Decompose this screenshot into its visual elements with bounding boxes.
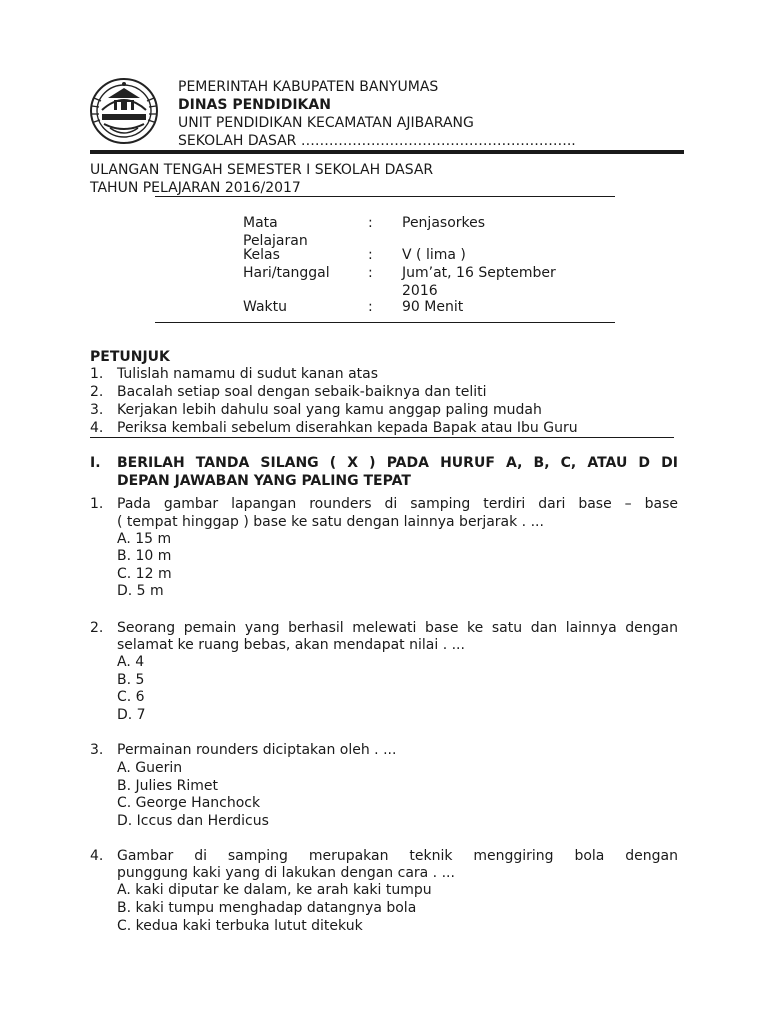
answer-option: B. 5 bbox=[117, 672, 145, 688]
answer-option: C. 6 bbox=[117, 689, 145, 705]
question-text-line1: Seorang pemain yang berhasil melewati base ke satu dan lainnya dengan bbox=[117, 620, 678, 636]
header-department: DINAS PENDIDIKAN bbox=[178, 97, 331, 113]
instructions-heading: PETUNJUK bbox=[90, 349, 170, 365]
info-class-label: Kelas bbox=[243, 247, 280, 263]
answer-option: B. Julies Rimet bbox=[117, 778, 219, 794]
info-time-label: Waktu bbox=[243, 299, 287, 315]
header-divider bbox=[90, 150, 684, 154]
answer-option: C. kedua kaki terbuka lutut ditekuk bbox=[117, 918, 363, 934]
question-number: 3. bbox=[90, 742, 104, 758]
answer-option: D. Iccus dan Herdicus bbox=[117, 813, 269, 829]
answer-option: A. 4 bbox=[117, 654, 145, 670]
section-heading-line2: DEPAN JAWABAN YANG PALING TEPAT bbox=[117, 473, 411, 489]
answer-option: A. kaki diputar ke dalam, ke arah kaki tumpu bbox=[117, 882, 432, 898]
answer-option: C. 12 m bbox=[117, 566, 172, 582]
section-number: I. bbox=[90, 455, 101, 471]
instruction-number: 3. bbox=[90, 402, 104, 418]
instruction-text: Bacalah setiap soal dengan sebaik-baiknya dan teliti bbox=[117, 384, 487, 400]
district-seal-logo bbox=[88, 76, 160, 146]
info-date-colon: : bbox=[368, 265, 373, 281]
question-text-line1: Pada gambar lapangan rounders di samping terdiri dari base – base bbox=[117, 496, 678, 512]
answer-option: A. Guerin bbox=[117, 760, 183, 776]
info-time-colon: : bbox=[368, 299, 373, 315]
info-subject-label-1: Mata bbox=[243, 215, 278, 231]
question-text-line1: Permainan rounders diciptakan oleh . ... bbox=[117, 742, 397, 758]
answer-option: D. 7 bbox=[117, 707, 146, 723]
instruction-number: 2. bbox=[90, 384, 104, 400]
info-class-value: V ( lima ) bbox=[402, 247, 466, 263]
instruction-text: Kerjakan lebih dahulu soal yang kamu anggap paling mudah bbox=[117, 402, 542, 418]
section-heading-line1: BERILAH TANDA SILANG ( X ) PADA HURUF A, B, C, ATAU D DI bbox=[117, 455, 678, 471]
answer-option: C. George Hanchock bbox=[117, 795, 261, 811]
info-subject-colon: : bbox=[368, 215, 373, 231]
info-subject-value: Penjasorkes bbox=[402, 215, 486, 231]
instruction-number: 1. bbox=[90, 366, 104, 382]
instruction-text: Periksa kembali sebelum diserahkan kepada Bapak atau Ibu Guru bbox=[117, 420, 578, 436]
info-date-value-2: 2016 bbox=[402, 283, 438, 299]
exam-year: TAHUN PELAJARAN 2016/2017 bbox=[90, 180, 301, 196]
question-text-line1: Gambar di samping merupakan teknik menggiring bola dengan bbox=[117, 848, 678, 864]
answer-option: D. 5 m bbox=[117, 583, 164, 599]
info-class-colon: : bbox=[368, 247, 373, 263]
instruction-text: Tulislah namamu di sudut kanan atas bbox=[117, 366, 379, 382]
info-date-value-1: Jum’at, 16 September bbox=[402, 265, 556, 281]
info-top-rule bbox=[155, 196, 615, 197]
header-government: PEMERINTAH KABUPATEN BANYUMAS bbox=[178, 79, 439, 95]
info-bottom-rule bbox=[155, 322, 615, 323]
question-text-line2: ( tempat hinggap ) base ke satu dengan lainnya berjarak . ... bbox=[117, 514, 544, 530]
instructions-rule bbox=[90, 437, 674, 438]
question-number: 2. bbox=[90, 620, 104, 636]
answer-option: B. kaki tumpu menghadap datangnya bola bbox=[117, 900, 417, 916]
question-number: 4. bbox=[90, 848, 104, 864]
info-date-label: Hari/tanggal bbox=[243, 265, 330, 281]
header-unit: UNIT PENDIDIKAN KECAMATAN AJIBARANG bbox=[178, 115, 474, 131]
info-subject-label-2: Pelajaran bbox=[243, 233, 308, 249]
question-number: 1. bbox=[90, 496, 104, 512]
question-text-line2: selamat ke ruang bebas, akan mendapat nilai . ... bbox=[117, 637, 465, 653]
instruction-number: 4. bbox=[90, 420, 104, 436]
question-text-line2: punggung kaki yang di lakukan dengan cara . ... bbox=[117, 865, 455, 881]
exam-title: ULANGAN TENGAH SEMESTER I SEKOLAH DASAR bbox=[90, 162, 434, 178]
answer-option: B. 10 m bbox=[117, 548, 172, 564]
header-school: SEKOLAH DASAR ………………………………………………….. bbox=[178, 133, 576, 149]
info-time-value: 90 Menit bbox=[402, 299, 464, 315]
answer-option: A. 15 m bbox=[117, 531, 172, 547]
